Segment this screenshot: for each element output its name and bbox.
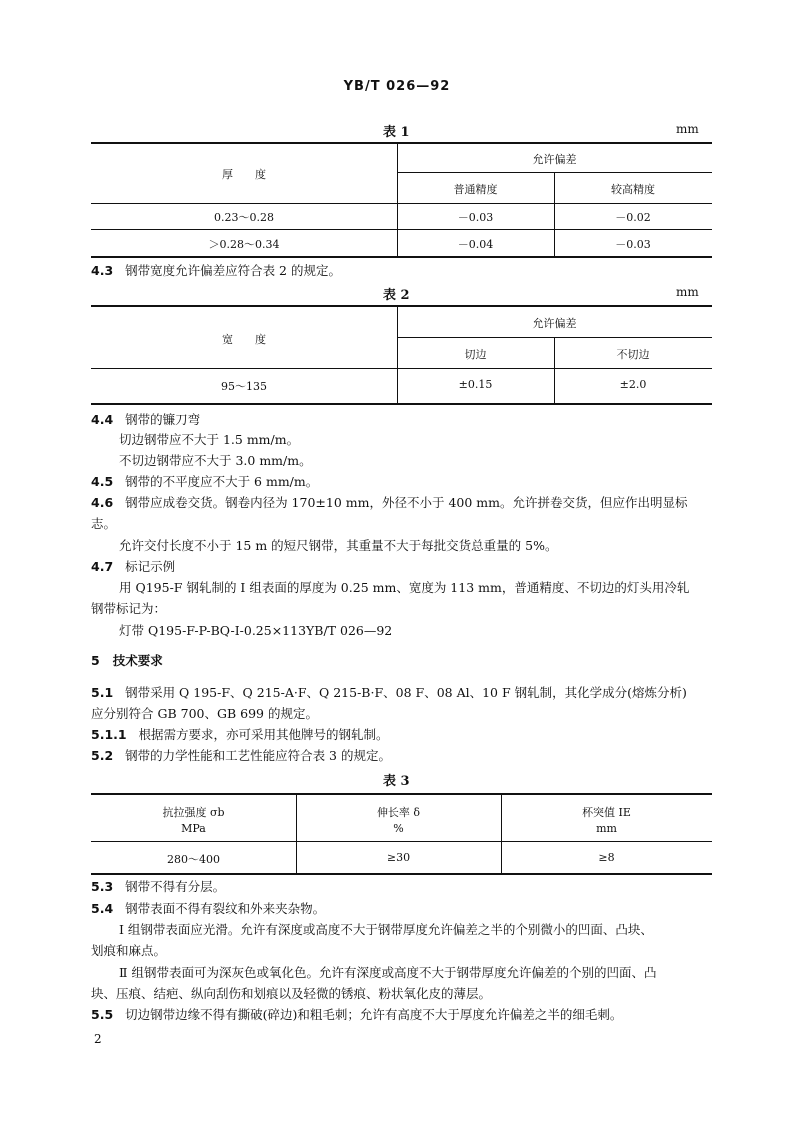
section-4-3 (91, 262, 341, 279)
table1-row1-range: 0.23～0.28 (214, 211, 274, 224)
table3-row1-tensile: 280～400 (167, 853, 220, 866)
section-5-number: 5 (91, 653, 100, 668)
section-4-7-line1: 用 Q195-F 钢轧制的 I 组表面的厚度为 0.25 mm、宽度为 113 mm，普通精度、不切边的灯头用冷轧 (119, 580, 690, 595)
section-4-3-text: 钢带宽度允许偏差应符合表 2 的规定。 (125, 263, 341, 278)
table2-unit: mm (676, 285, 699, 299)
table3-top-rule (91, 793, 712, 795)
section-4-3-number: 4.3 (91, 263, 114, 278)
section-4-7-line2: 钢带标记为： (91, 601, 167, 616)
table1-header-thickness: 厚 度 (222, 168, 266, 181)
section-4-4-number: 4.4 (91, 412, 114, 427)
table2-title: 表 2 (383, 288, 410, 303)
table2-bottom-rule (91, 403, 712, 405)
section-4-7-marking-example: 灯带 Q195-F-P-BQ-I-0.25×113YB/T 026—92 (119, 623, 393, 638)
section-4-5-number: 4.5 (91, 474, 114, 489)
table2-header-tolerance: 允许偏差 (532, 317, 577, 330)
table1-row1-normal: －0.03 (457, 211, 494, 224)
section-5-5 (91, 1006, 622, 1023)
section-5-4-line4: Ⅱ 组钢带表面可为深灰色或氧化色。允许有深度或高度不大于钢带厚度允许偏差的个别的凹面、凸 (119, 965, 657, 980)
table1-top-rule (91, 142, 712, 144)
section-5-title: 技术要求 (112, 653, 163, 668)
table1-bottom-rule (91, 256, 712, 258)
section-5-1 (91, 684, 687, 701)
section-4-4-line2: 不切边钢带应不大于 3.0 mm/m。 (119, 453, 312, 468)
section-4-7-title: 标记示例 (125, 559, 176, 574)
table3-bottom-rule (91, 873, 712, 875)
document-code-header: YB/T 026—92 (343, 79, 451, 94)
section-5-heading (91, 652, 163, 669)
section-5-1-1-number: 5.1.1 (91, 727, 127, 742)
section-5-4 (91, 900, 325, 917)
table3-header-tensile-unit: MPa (181, 822, 206, 835)
table3-header-tensile: 抗拉强度 σb (162, 806, 225, 819)
table1-head-rule (91, 203, 712, 204)
table3-header-cupping-unit: mm (596, 822, 617, 835)
section-4-6-number: 4.6 (91, 495, 114, 510)
table1-row2-normal: －0.04 (457, 238, 494, 251)
table3-header-elongation: 伸长率 δ (376, 806, 421, 819)
section-5-4-line2: I 组钢带表面应光滑。允许有深度或高度不大于钢带厚度允许偏差之半的个别微小的凹面、凸块、 (119, 922, 653, 937)
section-5-5-number: 5.5 (91, 1007, 114, 1022)
section-4-6-line1: 钢带应成卷交货。钢卷内径为 170±10 mm，外径不小于 400 mm。允许拼卷交货，但应作出明显标 (125, 495, 688, 510)
table3-header-cupping: 杯突值 IE (582, 806, 631, 819)
table3-row1-cupping: ≥8 (598, 851, 615, 864)
section-5-3-number: 5.3 (91, 879, 114, 894)
section-4-4-line1: 切边钢带应不大于 1.5 mm/m。 (119, 432, 300, 447)
section-5-1-1 (91, 726, 389, 743)
table2-header-uncut: 不切边 (616, 348, 650, 361)
table1-unit: mm (676, 122, 699, 136)
table2-head-rule (91, 368, 712, 369)
section-4-6-line3: 允许交付长度不小于 15 m 的短尺钢带，其重量不大于每批交货总重量的 5%。 (119, 538, 558, 553)
section-5-4-line3: 划痕和麻点。 (91, 943, 167, 958)
table2-top-rule (91, 305, 712, 307)
table2-row1-range: 95～135 (221, 380, 267, 393)
section-5-2-number: 5.2 (91, 748, 114, 763)
section-5-4-number: 5.4 (91, 901, 114, 916)
table1-title: 表 1 (383, 125, 410, 140)
section-4-5-text: 钢带的不平度应不大于 6 mm/m。 (125, 474, 319, 489)
table1-header-high: 较高精度 (611, 183, 655, 196)
section-4-4-title: 钢带的镰刀弯 (125, 412, 201, 427)
section-5-3-text: 钢带不得有分层。 (125, 879, 226, 894)
table2-header-width: 宽 度 (222, 333, 266, 346)
section-4-7-number: 4.7 (91, 559, 114, 574)
section-5-4-line1: 钢带表面不得有裂纹和外来夹杂物。 (125, 901, 326, 916)
table1-header-normal: 普通精度 (453, 183, 498, 196)
section-5-4-line5: 块、压痕、结疤、纵向刮伤和划痕以及轻微的锈痕、粉状氧化皮的薄层。 (91, 986, 492, 1001)
section-5-5-text: 切边钢带边缘不得有撕破(碎边)和粗毛刺；允许有高度不大于厚度允许偏差之半的细毛刺。 (125, 1007, 623, 1022)
table3-head-rule (91, 841, 712, 842)
table1-row-rule (91, 229, 712, 230)
table2-row1-cut: ±0.15 (458, 378, 493, 391)
section-5-1-line2: 应分别符合 GB 700、GB 699 的规定。 (91, 706, 318, 721)
section-4-6-line2: 志。 (91, 516, 117, 531)
section-5-1-number: 5.1 (91, 685, 114, 700)
section-4-4 (91, 411, 200, 428)
table1-row2-range: ＞0.28～0.34 (208, 238, 280, 251)
section-5-3 (91, 878, 225, 895)
section-5-1-1-text: 根据需方要求，亦可采用其他牌号的钢轧制。 (138, 727, 389, 742)
section-5-2 (91, 747, 391, 764)
table1-row2-high: －0.03 (615, 238, 651, 251)
section-4-7 (91, 558, 175, 575)
section-5-1-line1: 钢带采用 Q 195-F、Q 215-A·F、Q 215-B·F、08 F、08 Al、10 F 钢轧制，其化学成分(熔炼分析) (125, 685, 687, 700)
table3-header-elongation-unit: % (393, 822, 404, 835)
table1-header-tolerance: 允许偏差 (532, 153, 577, 166)
table2-header-cut: 切边 (464, 348, 487, 361)
table3-row1-elongation: ≥30 (386, 851, 411, 864)
section-4-5 (91, 473, 318, 490)
page-number: 2 (94, 1032, 102, 1046)
section-4-6 (91, 494, 687, 511)
table2-row1-uncut: ±2.0 (619, 378, 647, 391)
table3-title: 表 3 (383, 774, 410, 789)
table1-row1-high: －0.02 (615, 211, 651, 224)
section-5-2-text: 钢带的力学性能和工艺性能应符合表 3 的规定。 (125, 748, 391, 763)
